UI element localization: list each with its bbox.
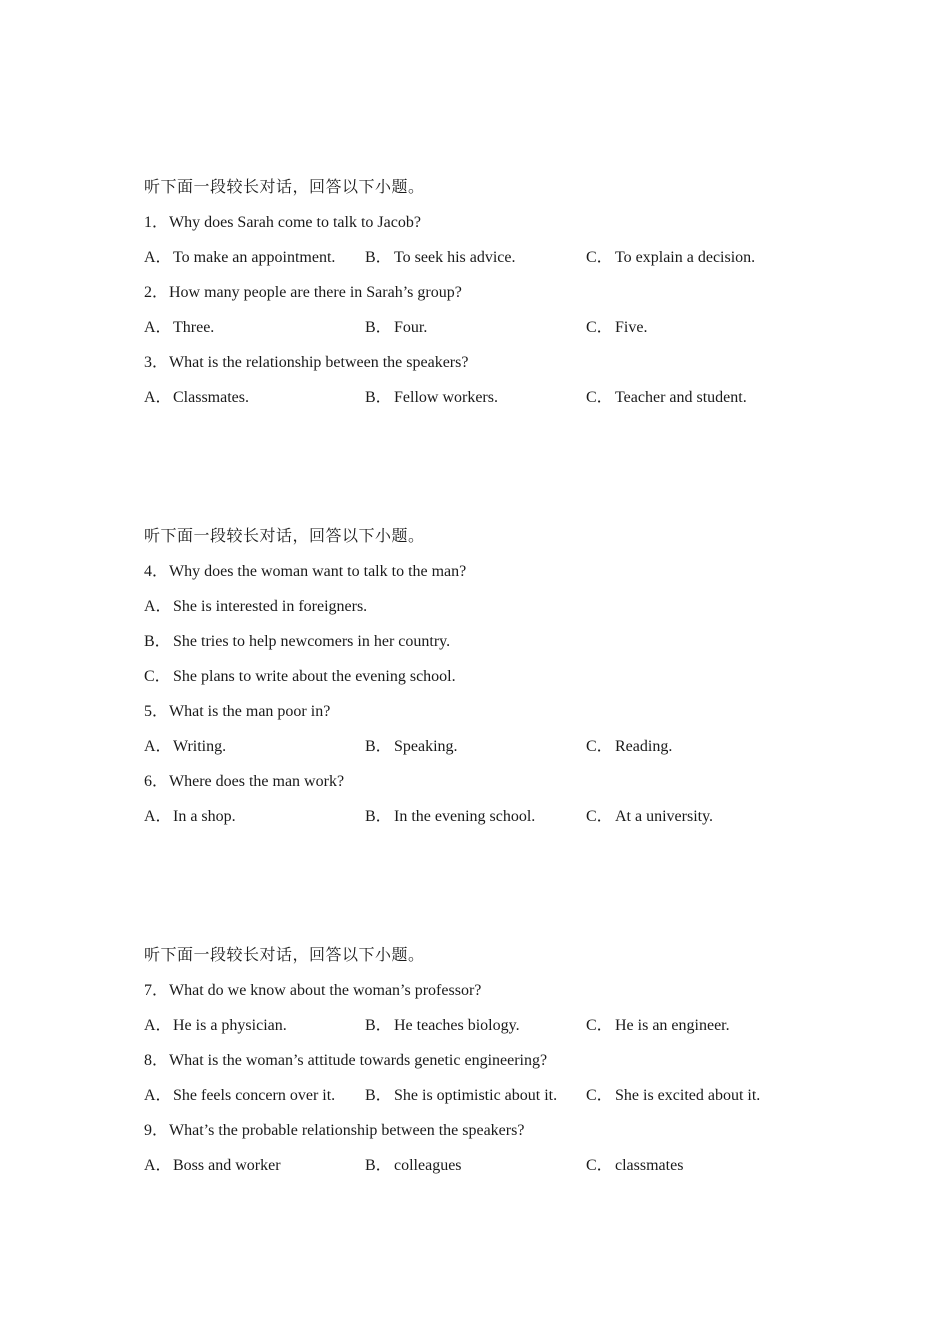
option-label: A． [144, 389, 172, 406]
question-section-1 [144, 178, 824, 423]
option-text: Speaking. [394, 738, 458, 755]
question-text: Where does the man work? [169, 773, 345, 790]
question-9 [144, 1121, 824, 1156]
question-2 [144, 283, 824, 318]
option-text: colleagues [394, 1157, 462, 1174]
option-text: Classmates. [173, 389, 249, 406]
question-text: Why does Sarah come to talk to Jacob? [169, 214, 421, 231]
option-c[interactable] [586, 1016, 730, 1036]
question-text: What is the woman’s attitude towards genetic engineering? [169, 1052, 548, 1069]
options-row [144, 807, 824, 842]
question-text: What is the relationship between the speakers? [169, 354, 469, 371]
option-label: B． [144, 633, 171, 650]
option-b[interactable] [365, 1016, 520, 1036]
option-text: In a shop. [173, 808, 236, 825]
option-label: A． [144, 1157, 172, 1174]
option-c[interactable] [586, 737, 672, 757]
option-text: He is a physician. [173, 1017, 287, 1034]
option-label: A． [144, 738, 172, 755]
option-a[interactable] [144, 1086, 335, 1106]
question-number: 3． [144, 354, 169, 371]
option-a[interactable] [144, 1016, 287, 1036]
option-text: Writing. [173, 738, 227, 755]
option-text: Reading. [615, 738, 673, 755]
options-row [144, 318, 824, 353]
option-text: To explain a decision. [615, 249, 756, 266]
question-text: What is the man poor in? [169, 703, 331, 720]
option-b[interactable] [365, 1086, 557, 1106]
option-label: C． [586, 249, 613, 266]
option-text: She is excited about it. [615, 1087, 761, 1104]
question-8 [144, 1051, 824, 1086]
option-label: C． [586, 319, 613, 336]
option-text: To make an appointment. [173, 249, 336, 266]
option-a[interactable] [144, 388, 249, 408]
option-label: A． [144, 319, 172, 336]
question-number: 1． [144, 214, 169, 231]
options-row [144, 1086, 824, 1121]
option-c[interactable] [586, 1156, 683, 1176]
question-number: 4． [144, 563, 169, 580]
option-b[interactable] [365, 318, 427, 338]
options-row [144, 248, 824, 283]
section-instruction: 听下面一段较长对话，回答以下小题。 [144, 179, 425, 196]
option-c[interactable] [586, 318, 647, 338]
section-instruction: 听下面一段较长对话，回答以下小题。 [144, 947, 425, 964]
option-text: She plans to write about the evening school. [173, 668, 456, 685]
option-text: She tries to help newcomers in her country. [173, 633, 451, 650]
question-section-2 [144, 527, 824, 842]
option-label: B． [365, 319, 392, 336]
question-5 [144, 702, 824, 737]
option-b[interactable] [365, 737, 458, 757]
option-label: B． [365, 1157, 392, 1174]
option-b[interactable] [144, 632, 824, 667]
option-label: A． [144, 598, 172, 615]
option-text: Three. [173, 319, 215, 336]
option-text: Teacher and student. [615, 389, 747, 406]
option-c[interactable] [144, 667, 824, 702]
question-6 [144, 772, 824, 807]
question-4 [144, 562, 824, 597]
option-label: C． [586, 808, 613, 825]
question-section-3 [144, 946, 824, 1191]
question-text: How many people are there in Sarah’s group? [169, 284, 462, 301]
option-text: Fellow workers. [394, 389, 498, 406]
option-text: In the evening school. [394, 808, 536, 825]
option-label: C． [586, 1157, 613, 1174]
question-number: 2． [144, 284, 169, 301]
option-label: A． [144, 808, 172, 825]
option-text: She is optimistic about it. [394, 1087, 558, 1104]
option-b[interactable] [365, 248, 516, 268]
option-label: B． [365, 808, 392, 825]
question-number: 9． [144, 1122, 169, 1139]
question-number: 6． [144, 773, 169, 790]
option-b[interactable] [365, 807, 535, 827]
option-label: B． [365, 1087, 392, 1104]
option-label: A． [144, 1017, 172, 1034]
option-text: She is interested in foreigners. [173, 598, 368, 615]
option-text: Four. [394, 319, 428, 336]
option-text: Five. [615, 319, 648, 336]
option-label: A． [144, 1087, 172, 1104]
option-a[interactable] [144, 737, 226, 757]
option-c[interactable] [586, 248, 755, 268]
option-text: He teaches biology. [394, 1017, 520, 1034]
option-c[interactable] [586, 388, 747, 408]
options-row [144, 1016, 824, 1051]
question-1 [144, 213, 824, 248]
question-7 [144, 981, 824, 1016]
question-number: 8． [144, 1052, 169, 1069]
option-label: B． [365, 389, 392, 406]
option-text: At a university. [615, 808, 714, 825]
options-row [144, 1156, 824, 1191]
option-label: B． [365, 249, 392, 266]
options-row [144, 737, 824, 772]
option-label: A． [144, 249, 172, 266]
question-text: Why does the woman want to talk to the man? [169, 563, 467, 580]
option-b[interactable] [365, 1156, 462, 1176]
question-3 [144, 353, 824, 388]
option-label: C． [144, 668, 171, 685]
option-label: C． [586, 1017, 613, 1034]
option-text: classmates [615, 1157, 684, 1174]
question-text: What do we know about the woman’s professor? [169, 982, 482, 999]
option-a[interactable] [144, 597, 824, 632]
option-b[interactable] [365, 388, 498, 408]
option-label: C． [586, 1087, 613, 1104]
option-c[interactable] [586, 807, 713, 827]
option-text: She feels concern over it. [173, 1087, 336, 1104]
options-row [144, 388, 824, 423]
option-text: He is an engineer. [615, 1017, 730, 1034]
option-c[interactable] [586, 1086, 760, 1106]
option-a[interactable] [144, 248, 335, 268]
question-number: 5． [144, 703, 169, 720]
section-instruction: 听下面一段较长对话，回答以下小题。 [144, 528, 425, 545]
option-label: C． [586, 389, 613, 406]
option-text: To seek his advice. [394, 249, 516, 266]
option-a[interactable] [144, 807, 236, 827]
option-label: B． [365, 1017, 392, 1034]
option-a[interactable] [144, 318, 214, 338]
question-number: 7． [144, 982, 169, 999]
question-text: What’s the probable relationship between the speakers? [169, 1122, 525, 1139]
option-label: C． [586, 738, 613, 755]
option-a[interactable] [144, 1156, 281, 1176]
option-text: Boss and worker [173, 1157, 281, 1174]
option-label: B． [365, 738, 392, 755]
